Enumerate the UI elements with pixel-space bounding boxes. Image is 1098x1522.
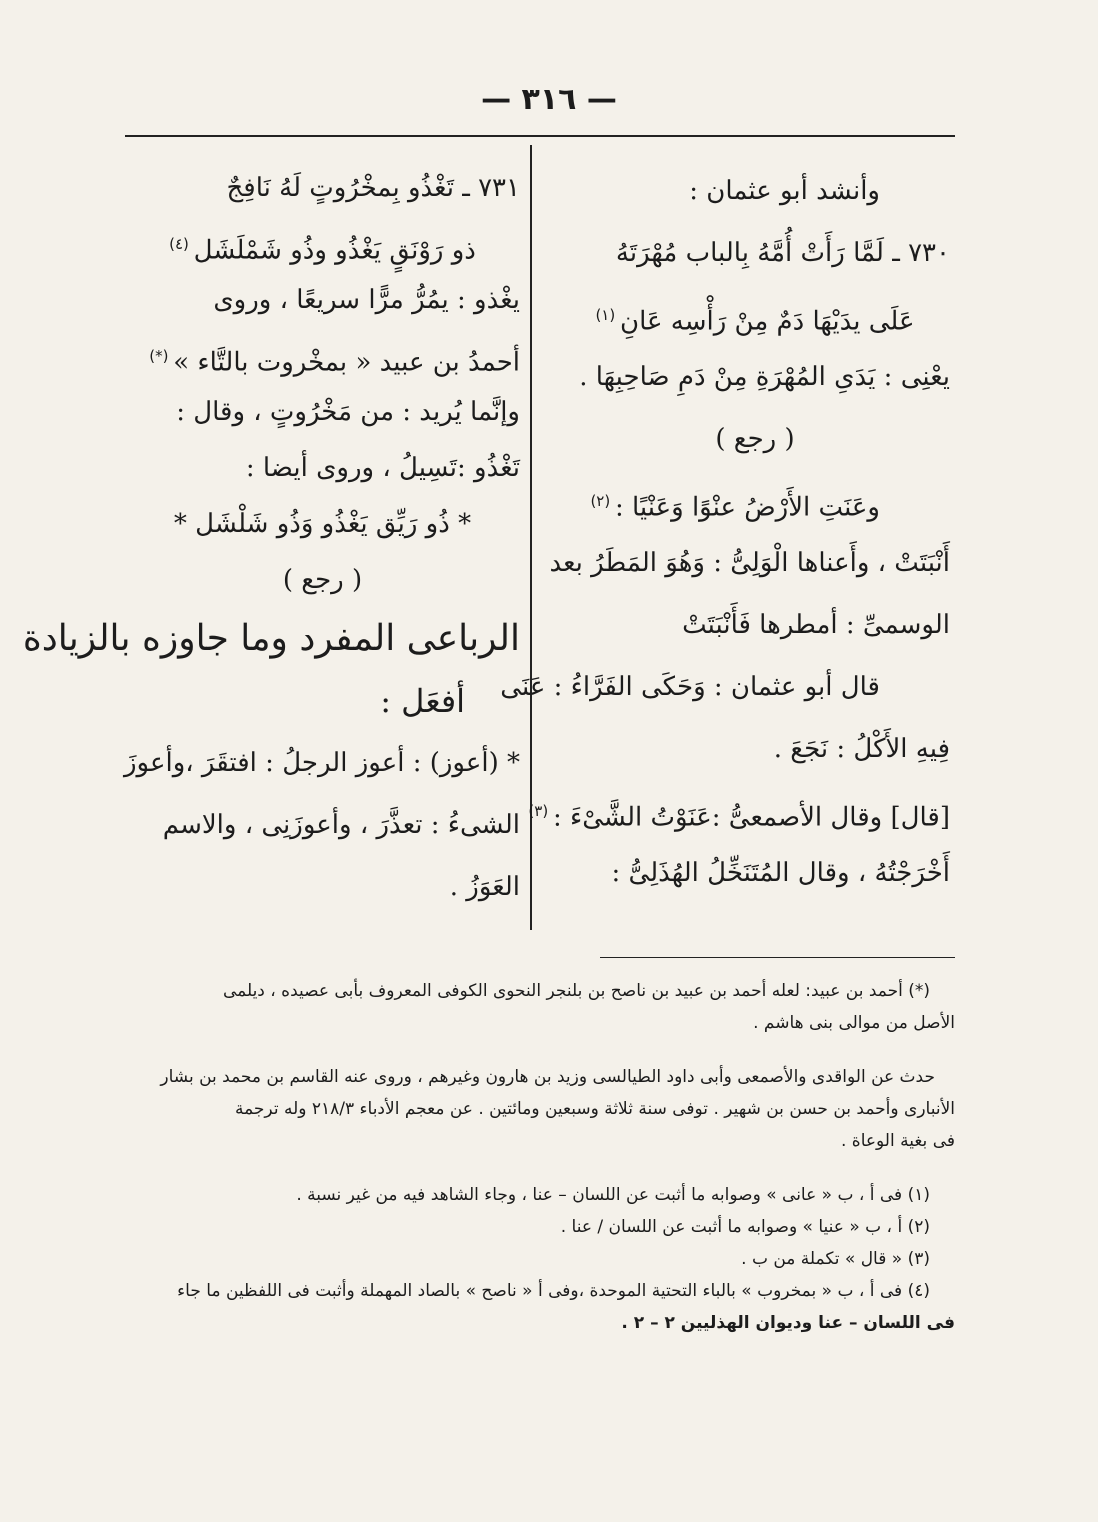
footnote-line: (٢) أ ، ب « عنيا » وصوابه ما أثبت عن اللسان / عنا . (560, 1217, 930, 1237)
subheading: أفعَل : (380, 682, 465, 720)
left-column-line-text: ( رجع ) (282, 565, 363, 595)
footnote-line: الأنبارى وأحمد بن حسن بن شهير . توفى سنة ثلاثة وسبعين ومائتين . عن معجم الأدباء ٢١٨/٣ وله ترجمة (234, 1099, 955, 1119)
left-column-line-text: * ذُو رَيِّق يَغْذُو وَذُو شَلْشَل * (173, 509, 472, 539)
footnote-line: (١) فى أ ، ب « عانى » وصوابه ما أثبت عن اللسان – عنا ، وجاء الشاهد فيه من غير نسبة . (296, 1185, 930, 1205)
left-column (22, 160, 520, 918)
left-column-line (125, 440, 520, 496)
footnote-line: (*) أحمد بن عبيد: لعله أحمد بن عبيد بن ناصح بن بلنجر النحوى الكوفى المعروف بأبى عصيده ، ديلمى (222, 981, 930, 1001)
right-column-line-text: فِيهِ الأَكْلُ : نَجَعَ . (773, 734, 950, 764)
right-column-line (560, 594, 950, 656)
left-column-line (125, 328, 520, 384)
right-column-line-text: عَلَى يدَيْهَا دَمٌ مِنْ رَأْسِه عَانِ (619, 306, 915, 337)
right-column-line (500, 656, 950, 718)
right-column-line-text: ٧٣٠ ـ لَمَّا رَأَتْ أُمَّهُ بِالباب مُهْرَتَهُ (615, 238, 950, 268)
footnote-marker: (٢) (590, 492, 615, 510)
footnote-marker: (١) (595, 306, 620, 324)
footnote-marker: (٤) (169, 235, 194, 253)
right-column-line (560, 222, 950, 284)
right-column-line-text: وعَنَتِ الأَرْضُ عنْوًا وَعَنْيًا : (614, 492, 880, 523)
footnote-line: فى اللسان – عنا وديوان الهذليين ٢ – ٢ . (621, 1313, 955, 1333)
right-column-line (560, 346, 950, 408)
right-column-line (528, 780, 950, 842)
right-column-line (560, 718, 950, 780)
right-column-line-text: أَخْرَجْتُهُ ، وقال المُتَنَخِّلُ الهُذَلِىُّ : (611, 858, 950, 888)
right-column-line (560, 160, 950, 222)
section-title: الرباعى المفرد وما جاوزه بالزيادة (22, 618, 520, 659)
left-column-line-text: يغْذو : يمُرُّ مرًّا سريعًا ، وروى (213, 285, 520, 315)
footnote-line: الأصل من موالى بنى هاشم . (753, 1013, 955, 1033)
footnote-rule (600, 957, 955, 958)
footnote-line: حدث عن الواقدى والأصمعى وأبى داود الطيالسى وزيد بن هارون وغيرهم ، وروى عنه القاسم بن محمد بن بشار (160, 1067, 935, 1087)
right-column-line-text: ( رجع ) (715, 424, 795, 454)
right-column-line (560, 408, 950, 470)
left-column-line (125, 496, 520, 552)
left-column-line-text: ذو رَوْنَقٍ يَغْذُو وذُو شَمْلَشَل (193, 235, 476, 266)
right-column-line-text: [قال] وقال الأصمعىُّ :عَنَوْتُ الشَّىْءَ : (552, 802, 950, 833)
right-column-line (560, 842, 950, 904)
footnote-line: (٣) « قال » تكملة من ب . (741, 1249, 930, 1269)
right-column-line (549, 532, 950, 594)
left-column-line-text: تَغْذُو :تَسِيلُ ، وروى أيضا : (245, 453, 520, 483)
entry-line: * (أعوز) : أعوز الرجلُ : افتقَرَ ،وأعوزَ (123, 748, 520, 778)
left-column-line (125, 216, 520, 272)
left-column-line (125, 384, 520, 440)
footnotes (135, 975, 955, 1339)
right-column-line-text: الوسمىِّ : أمطرها فَأَنْبَتَتْ (682, 610, 950, 640)
header-rule (125, 135, 955, 137)
right-column-line-text: يعْنِى : يَدَىِ المُهْرَةِ مِنْ دَمِ صَاحِبِهَا . (579, 362, 950, 392)
footnote-line: فى بغية الوعاة . (840, 1131, 955, 1151)
right-column-line-text: قال أبو عثمان : وَحَكَى الفَرَّاءُ : عَنَى (500, 672, 880, 702)
left-column-line-text: وإنَّما يُريد : من مَخْرُوتٍ ، وقال : (176, 397, 520, 427)
right-column-line (560, 284, 950, 346)
footnote-marker: (*) (149, 347, 174, 365)
left-column-line (125, 552, 520, 608)
left-column-line (125, 160, 520, 216)
left-column-line (125, 272, 520, 328)
right-column-line-text: أَنْبَتَتْ ، وأَعناها الْوَلِىُّ : وَهُوَ المَطَرُ بعد (549, 548, 950, 578)
footnote-marker: (٣) (528, 802, 553, 820)
left-column-line-text: أحمدُ بن عبيد « بمخْروت بالتَّاء » (173, 347, 520, 378)
page-number: — ٣١٦ — (481, 82, 617, 117)
right-column-line (560, 470, 950, 532)
right-column-line-text: وأنشد أبو عثمان : (689, 176, 880, 206)
entry-line: العَوَزُ . (449, 872, 520, 902)
right-column (500, 160, 950, 904)
entry-line: الشىءُ : تعذَّرَ ، وأعوزَنِى ، والاسم (162, 810, 520, 840)
footnote-line: (٤) فى أ ، ب « بمخروب » بالباء التحتية الموحدة ،وفى أ « ناصح » بالصاد المهملة وأثبت فى اللفظين ما جاء (177, 1281, 930, 1301)
left-column-line-text: ٧٣١ ـ تَغْذُو بِمخْرُوتٍ لَهُ نَافِجٌ (226, 173, 520, 203)
